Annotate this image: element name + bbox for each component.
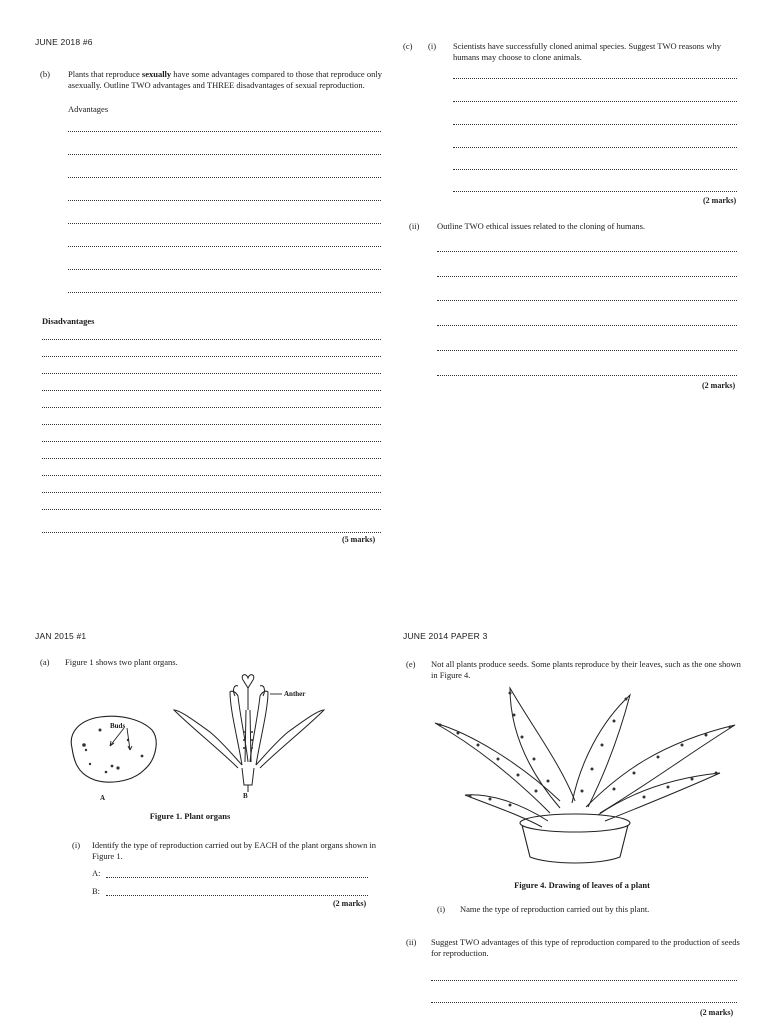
answer-line[interactable] [437,375,737,376]
answer-line[interactable] [68,131,381,132]
answer-line[interactable] [68,200,381,201]
figure-label-b: B [243,792,248,800]
figure-label-buds: Buds [110,722,126,730]
answer-line[interactable] [453,124,737,125]
question-b-text-part2: have some advantages compared to those that reproduce only asexually. Outline TWO advantages and THREE disadvantages of sexual reproduction. [68,69,382,90]
answer-line[interactable] [42,532,381,533]
question-label-e: (e) [406,659,416,669]
answer-line[interactable] [42,424,381,425]
answer-label-a: A: [92,868,101,878]
answer-line[interactable] [437,350,737,351]
leaf-plantlets [439,692,732,807]
question-ii-text: Suggest TWO advantages of this type of reproduction compared to the production of seeds for reproduction. [431,937,740,958]
answer-line[interactable] [68,223,381,224]
marks-label: (2 marks) [333,899,367,908]
answer-line[interactable] [68,177,381,178]
pot-drawing [520,814,630,863]
answer-line[interactable] [42,390,381,391]
answer-line[interactable] [42,356,381,357]
figure-1-caption: Figure 1. Plant organs [149,811,231,821]
answer-line[interactable] [68,269,381,270]
answer-line[interactable] [431,980,737,981]
question-label-i: (i) [72,840,81,850]
plant-organs-figure [60,670,380,805]
answer-line[interactable] [42,492,381,493]
figure-label-anther: Anther [284,690,306,698]
figure-4-caption: Figure 4. Drawing of leaves of a plant [514,880,650,890]
question-label-c: (c) [403,41,413,51]
question-ci-text: Scientists have successfully cloned animal species. Suggest TWO reasons why humans may choose to clone animals. [453,41,722,62]
answer-line[interactable] [68,292,381,293]
answer-line[interactable] [42,475,381,476]
answer-line[interactable] [68,154,381,155]
marks-label: (2 marks) [702,381,736,390]
question-a-text: Figure 1 shows two plant organs. [65,657,178,667]
marks-label: (2 marks) [703,196,737,205]
answer-line[interactable] [42,339,381,340]
bud-marks [82,729,143,774]
section-header-jan-2015: JAN 2015 #1 [35,631,87,641]
marks-label: (2 marks) [700,1008,734,1017]
answer-line[interactable] [42,373,381,374]
answer-line[interactable] [42,458,381,459]
answer-line[interactable] [437,276,737,277]
section-header-june-2018: JUNE 2018 #6 [35,37,93,47]
answer-line[interactable] [437,251,737,252]
disadvantages-label: Disadvantages [42,316,95,326]
advantages-label: Advantages [68,104,109,114]
answer-line[interactable] [453,169,737,170]
question-i-text: Identify the type of reproduction carried out by EACH of the plant organs shown in Figure 1. [92,840,377,861]
question-b-text-bold: sexually [141,69,172,79]
leaves-drawing [435,688,735,827]
leaf-plant-figure [430,683,740,873]
question-label-a: (a) [40,657,50,667]
question-b-text [68,69,386,90]
bud-arrows [110,728,132,750]
section-header-june-2014: JUNE 2014 PAPER 3 [403,631,488,641]
answer-label-b: B: [92,886,101,896]
question-label-i: (i) [437,904,446,914]
question-cii-text: Outline TWO ethical issues related to the cloning of humans. [437,221,646,231]
answer-line[interactable] [42,407,381,408]
answer-line-a[interactable] [106,877,368,878]
question-label-b: (b) [40,69,50,79]
marks-label: (5 marks) [342,535,376,544]
question-b-text-part1: Plants that reproduce [68,69,140,79]
answer-line[interactable] [437,300,737,301]
answer-line[interactable] [437,325,737,326]
answer-line[interactable] [453,191,737,192]
question-label-cii: (ii) [409,221,420,231]
ovule-dots [243,731,253,749]
question-label-ci: (i) [428,41,437,51]
answer-line[interactable] [42,441,381,442]
answer-line[interactable] [431,1002,737,1003]
answer-line[interactable] [68,246,381,247]
figure-label-a: A [100,794,106,802]
question-e-text: Not all plants produce seeds. Some plants reproduce by their leaves, such as the one shown in Figure 4. [431,659,741,680]
answer-line[interactable] [453,78,737,79]
answer-line-b[interactable] [106,895,368,896]
answer-line[interactable] [453,101,737,102]
answer-line[interactable] [42,509,381,510]
question-label-ii: (ii) [406,937,417,947]
answer-line[interactable] [453,147,737,148]
question-i-text: Name the type of reproduction carried out by this plant. [460,904,650,914]
